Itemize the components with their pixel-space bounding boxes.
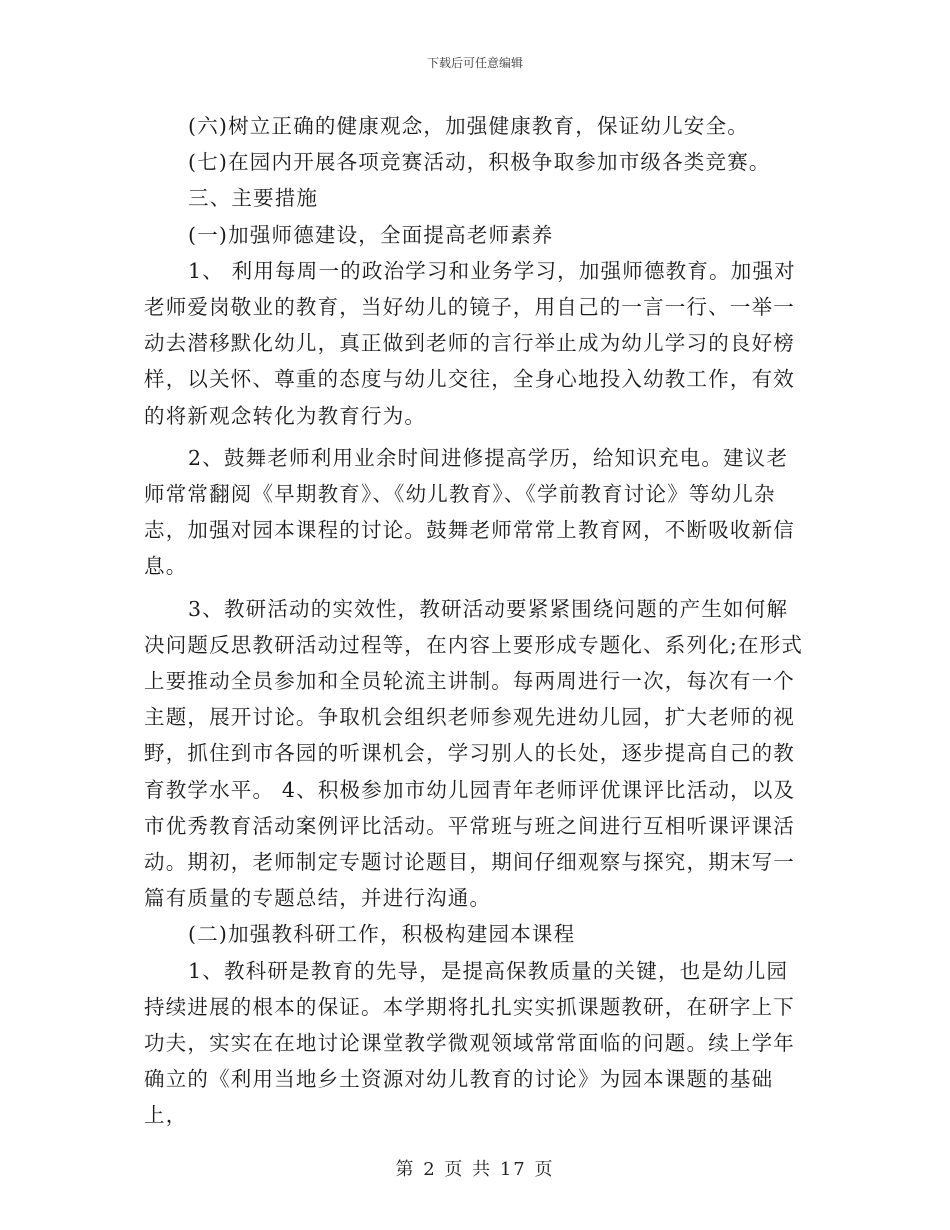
page-header: 下载后可任意编辑 — [426, 56, 523, 70]
document-body — [144, 108, 804, 1134]
paragraph-research-1: 1、教科研是教育的先导，是提高保教质量的关键，也是幼儿园持续进展的根本的保证。本学期将扎扎实实抓课题教研，在研字上下功夫，实实在在地讨论课堂教学微观领域常常面临的问题。续上学年确立的《利用当地乡土资源对幼儿教育的讨论》为园本课题的基础上， — [144, 958, 795, 1128]
subheading-teacher-ethics: (一)加强师德建设，全面提高老师素养 — [188, 222, 554, 247]
paragraph-ethics-1: 1、 利用每周一的政治学习和业务学习，加强师德教育。加强对老师爱岗敬业的教育，当好幼儿的镜子，用自己的一言一行、一举一动去潜移默化幼儿，真正做到老师的言行举止成为幼儿学习的良好榜样，以关怀、尊重的态度与幼儿交往，全身心地投入幼教工作，有效的将新观念转化为教育行为。 — [144, 258, 796, 428]
paragraph-ethics-2: 2、鼓舞老师利用业余时间进修提高学历，给知识充电。建议老师常常翻阅《早期教育》、《幼儿教育》、《学前教育讨论》等幼儿杂志，加强对园本课程的讨论。鼓舞老师常常上教育网，不断吸收新信息。 — [144, 445, 795, 579]
subheading-research: (二)加强教科研工作，积极构建园本课程 — [188, 922, 576, 947]
section-heading-measures: 三、主要措施 — [188, 186, 319, 211]
page-footer: 第 2 页 共 17 页 — [395, 1159, 555, 1180]
paragraph-goal-7: (七)在园内开展各项竞赛活动，积极争取参加市级各类竞赛。 — [188, 150, 771, 175]
paragraph-ethics-3: 3、教研活动的实效性，教研活动要紧紧围绕问题的产生如何解决问题反思教研活动过程等，在内容上要形成专题化、系列化;在形式上要推动全员参加和全员轮流主讲制。每两周进行一次，每次有一个主题，展开讨论。争取机会组织老师参观先进幼儿园，扩大老师的视野，抓住到市各园的听课机会，学习别人的长处，逐步提高自己的教育教学水平。 4、积极参加市幼儿园青年老师评优课评比活动，以及市优秀教育活动案例评比活动。平常班与班之间进行互相听课评课活动。期初，老师制定专题讨论题目，期间仔细观察与探究，期末写一篇有质量的专题总结，并进行沟通。 — [144, 596, 804, 911]
paragraph-goal-6: (六)树立正确的健康观念，加强健康教育，保证幼儿安全。 — [188, 114, 749, 138]
